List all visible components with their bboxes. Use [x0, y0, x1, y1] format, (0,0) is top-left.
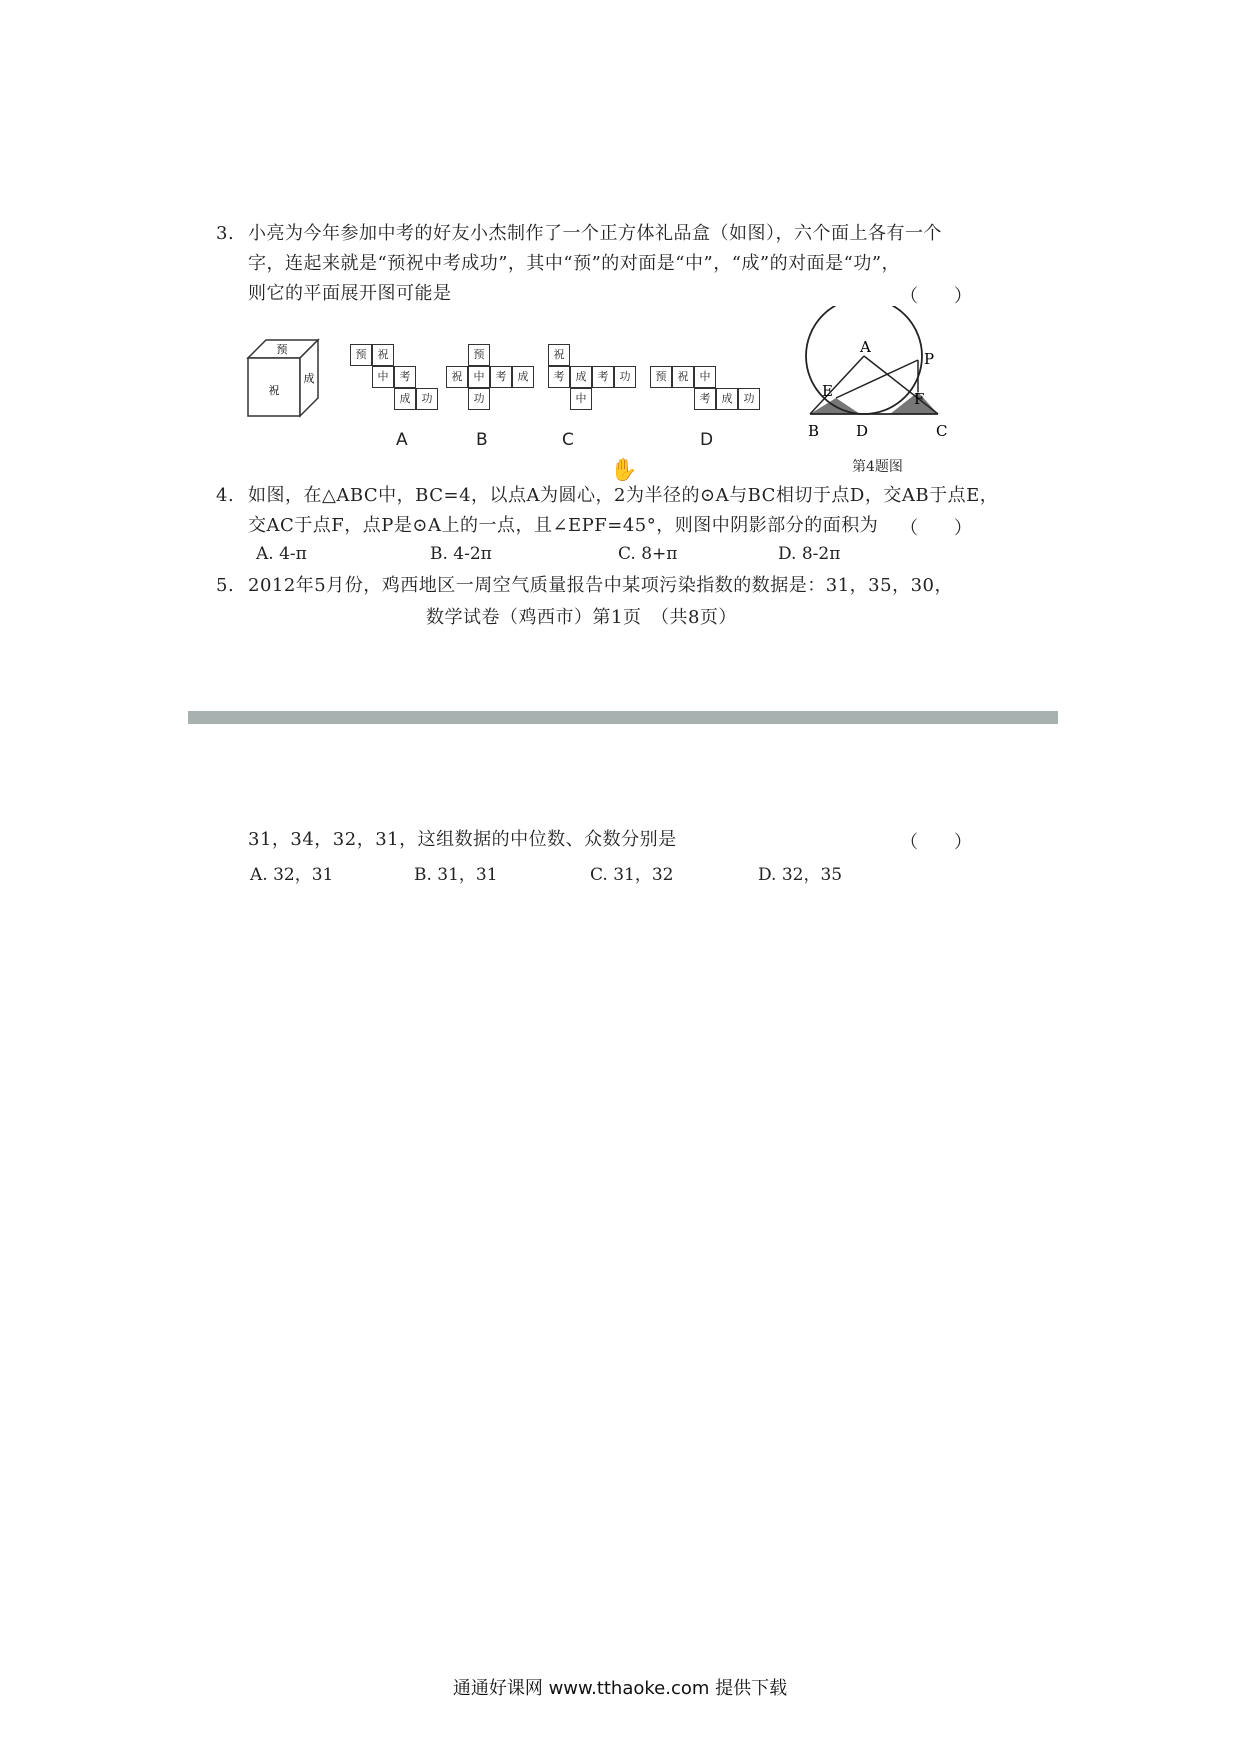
point-p-label: P — [924, 350, 935, 368]
point-c-label: C — [936, 422, 948, 440]
net-b-cell: 预 — [468, 344, 490, 366]
q5-option-b: B. 31，31 — [414, 865, 498, 885]
q5-answer-paren: （ ） — [900, 832, 972, 853]
point-a-label: A — [860, 338, 871, 356]
q4-option-b: B. 4-2π — [430, 544, 492, 564]
net-d — [650, 366, 760, 416]
net-d-cell: 功 — [738, 388, 760, 410]
net-b-cell: 考 — [490, 366, 512, 388]
net-b-cell: 功 — [468, 388, 490, 410]
net-b-cell: 成 — [512, 366, 534, 388]
net-c-label: C — [562, 430, 574, 450]
point-f-label: F — [914, 390, 925, 408]
net-c-cell: 祝 — [548, 344, 570, 366]
net-d-cell: 祝 — [672, 366, 694, 388]
net-b-label: B — [476, 430, 488, 450]
q4-option-c: C. 8+π — [618, 544, 678, 564]
cube-front-char: 祝 — [268, 384, 280, 397]
cube-top-char: 预 — [276, 343, 288, 356]
q4-line-2: 交AC于点F，点P是⊙A上的一点，且∠EPF=45°，则图中阴影部分的面积为 — [248, 515, 879, 536]
net-c — [548, 344, 638, 414]
q4-option-d: D. 8-2π — [778, 544, 841, 564]
net-c-cell: 中 — [570, 388, 592, 410]
point-d-label: D — [856, 422, 869, 440]
net-c-cell: 成 — [570, 366, 592, 388]
figure-4-caption: 第4题图 — [852, 459, 903, 475]
page-footer-line: 数学试卷（鸡西市）第1页 （共8页） — [426, 607, 737, 628]
net-a-label: A — [396, 430, 408, 450]
net-a-cell: 预 — [350, 344, 372, 366]
point-e-label: E — [822, 382, 833, 400]
page-separator — [188, 711, 1058, 724]
q5-option-c: C. 31，32 — [590, 865, 674, 885]
q5-option-d: D. 32，35 — [758, 865, 843, 885]
q5-number: 5. — [216, 575, 235, 596]
net-c-cell: 考 — [592, 366, 614, 388]
net-a-cell: 考 — [394, 366, 416, 388]
hand-cursor-icon: ✋ — [610, 458, 638, 483]
cube-right-char: 成 — [303, 372, 315, 385]
cube-figure — [246, 338, 326, 418]
q3-line-3: 则它的平面展开图可能是 — [248, 283, 452, 304]
net-d-cell: 预 — [650, 366, 672, 388]
q3-line-2: 字，连起来就是“预祝中考成功”，其中“预”的对面是“中”，“成”的对面是“功”， — [248, 253, 901, 274]
net-b — [446, 344, 536, 414]
point-b-label: B — [808, 422, 820, 440]
q4-number: 4. — [216, 485, 235, 506]
q4-line-1: 如图，在△ABC中，BC=4，以点A为圆心，2为半径的⊙A与BC相切于点D，交AB于点E， — [248, 485, 999, 506]
q3-line-1: 小亮为今年参加中考的好友小杰制作了一个正方体礼品盒（如图），六个面上各有一个 — [248, 223, 942, 244]
q3-number: 3. — [216, 223, 235, 244]
q5-option-a: A. 32，31 — [250, 865, 334, 885]
net-b-cell: 祝 — [446, 366, 468, 388]
net-b-cell: 中 — [468, 366, 490, 388]
q4-answer-paren: （ ） — [900, 518, 972, 539]
q4-option-a: A. 4-π — [256, 544, 307, 564]
net-d-cell: 成 — [716, 388, 738, 410]
net-d-cell: 考 — [694, 388, 716, 410]
net-a-cell: 功 — [416, 388, 438, 410]
net-c-cell: 考 — [548, 366, 570, 388]
net-a-cell: 成 — [394, 388, 416, 410]
site-footer: 通通好课网 www.tthaoke.com 提供下载 — [452, 1678, 788, 1699]
net-d-label: D — [700, 430, 714, 450]
net-a-cell: 中 — [372, 366, 394, 388]
q5-line-1: 2012年5月份，鸡西地区一周空气质量报告中某项污染指数的数据是：31，35，30， — [248, 575, 953, 596]
net-c-cell: 功 — [614, 366, 636, 388]
q3-answer-paren: （ ） — [900, 286, 972, 307]
circle-triangle-figure — [796, 306, 966, 476]
net-a-cell: 祝 — [372, 344, 394, 366]
net-d-cell: 中 — [694, 366, 716, 388]
net-a — [350, 344, 440, 414]
q5-line-2: 31，34，32，31，这组数据的中位数、众数分别是 — [248, 829, 677, 850]
